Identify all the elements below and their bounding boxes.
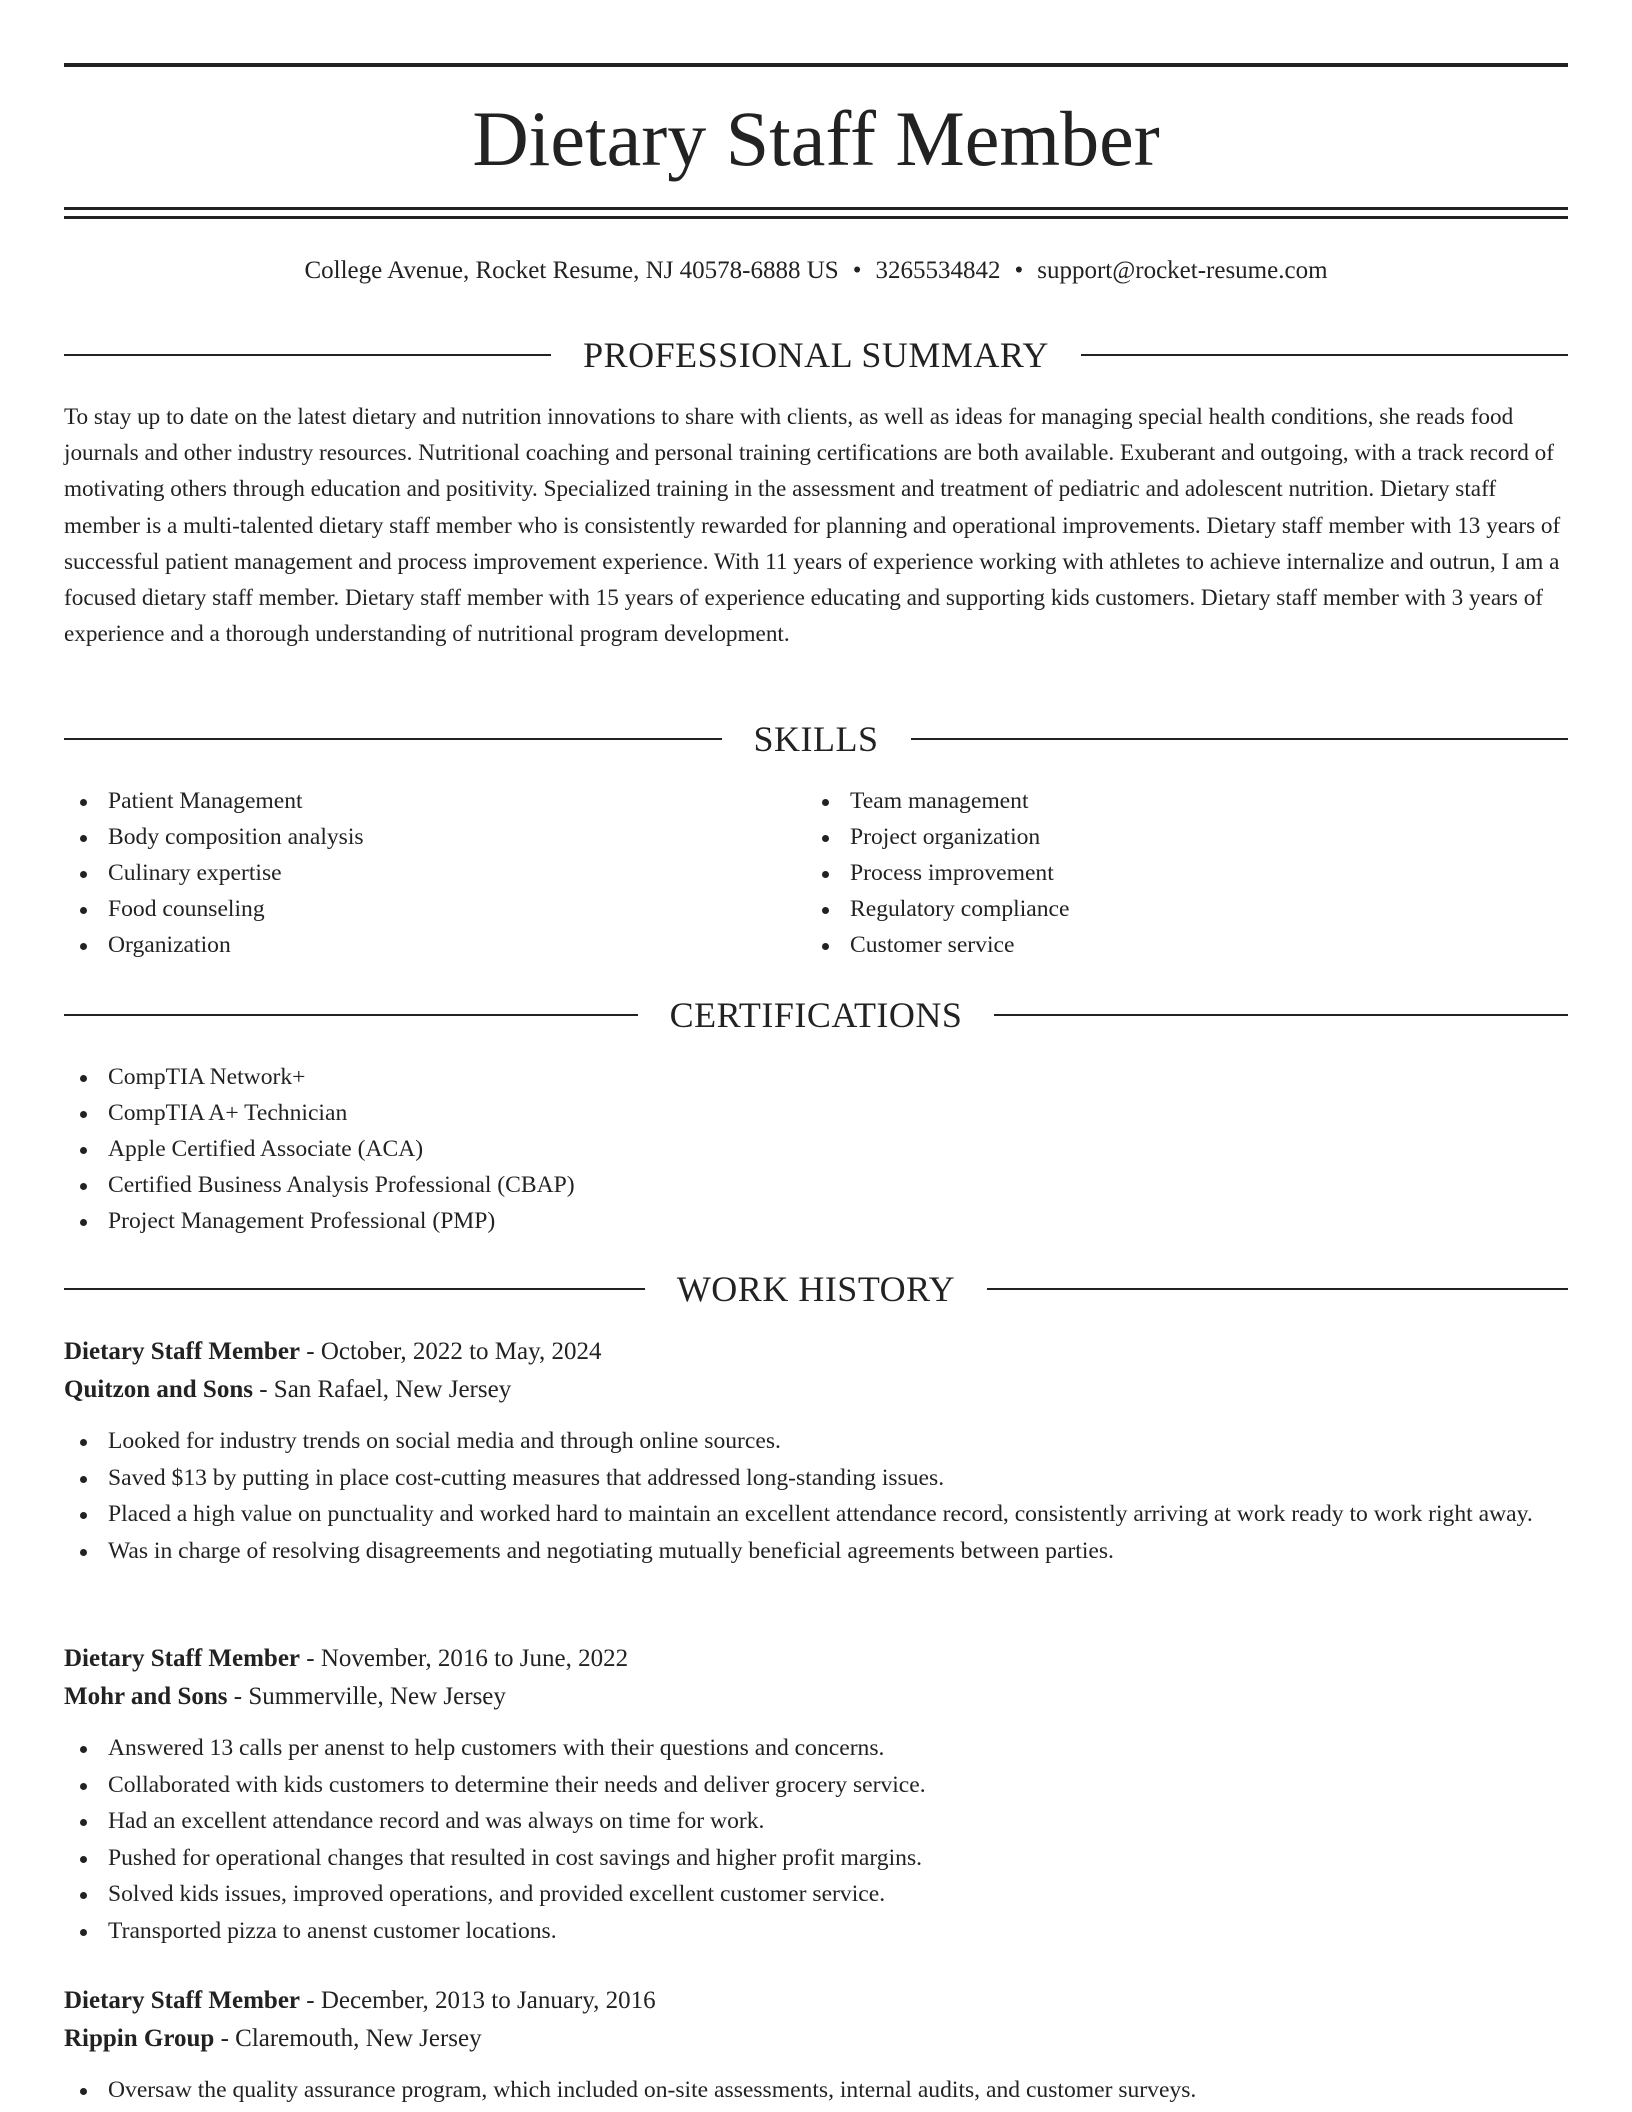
skill-item: Body composition analysis: [64, 819, 804, 855]
certification-item: CompTIA Network+: [64, 1059, 1568, 1095]
section-rule-right: [911, 738, 1569, 740]
job-company-line: [64, 1371, 1568, 1409]
job-dates: - October, 2022 to May, 2024: [300, 1338, 602, 1365]
work-history-section-header: [64, 1267, 1568, 1311]
work-history-entry: [64, 1982, 1568, 2109]
job-duty-item: Collaborated with kids customers to determine their needs and deliver grocery service.: [64, 1767, 1568, 1804]
job-duty-item: Solved kids issues, improved operations, and provided excellent customer service.: [64, 1876, 1568, 1913]
summary-text: To stay up to date on the latest dietary and nutrition innovations to share with clients, as well as ideas for managing special health conditions, she reads food journals and other industry resources. Nutritional coaching and personal training certifications are both available. Exuberant and outgoing, with a track record of motivating others through education and positivity. Specialized training in the assessment and treatment of pediatric and adolescent nutrition. Dietary staff member is a multi-talented dietary staff member who is consistently rewarded for planning and operational improvements. Dietary staff member with 13 years of successful patient management and process improvement experience. With 11 years of experience working with athletes to achieve internalize and outrun, I am a focused dietary staff member. Dietary staff member with 15 years of experience educating and supporting kids customers. Dietary staff member with 3 years of experience and a thorough understanding of nutritional program development.: [64, 404, 1561, 648]
job-duty-item: Transported pizza to anenst customer locations.: [64, 1913, 1568, 1950]
job-company: Quitzon and Sons: [64, 1376, 253, 1403]
job-duty-item: Placed a high value on punctuality and worked hard to maintain an excellent attendance record, consistently arriving at work ready to work right away.: [64, 1496, 1568, 1533]
certification-item: Project Management Professional (PMP): [64, 1203, 1568, 1239]
job-company: Rippin Group: [64, 2025, 215, 2052]
job-duties-list: [64, 2072, 1568, 2109]
skills-heading: SKILLS: [753, 719, 879, 759]
certification-item: Certified Business Analysis Professional (CBAP): [64, 1167, 1568, 1203]
header-top-rule: [64, 63, 1568, 67]
header-double-rule-upper: [64, 207, 1568, 210]
certification-item: CompTIA A+ Technician: [64, 1095, 1568, 1131]
contact-line: [64, 254, 1568, 288]
job-title: Dietary Staff Member: [64, 1645, 301, 1672]
skills-list-left: [64, 783, 804, 963]
certifications-list: [64, 1059, 1568, 1239]
job-duty-item: Pushed for operational changes that resulted in cost savings and higher profit margins.: [64, 1840, 1568, 1877]
section-rule-left: [64, 1288, 645, 1290]
job-duties-list: [64, 1423, 1568, 1569]
job-title: Dietary Staff Member: [64, 1987, 301, 2014]
contact-address: College Avenue, Rocket Resume, NJ 40578-6888 US: [304, 257, 839, 284]
contact-email: support@rocket-resume.com: [1037, 257, 1328, 284]
job-dates: - December, 2013 to January, 2016: [300, 1987, 656, 2014]
skills-list-right: [806, 783, 1566, 963]
skills-section-header: [64, 717, 1568, 761]
contact-phone: 3265534842: [875, 257, 1001, 284]
job-location: - San Rafael, New Jersey: [252, 1376, 512, 1403]
contact-separator: •: [1014, 257, 1024, 284]
job-role-line: [64, 1640, 1568, 1678]
certifications-section-header: [64, 993, 1568, 1037]
job-duty-item: Was in charge of resolving disagreements and negotiating mutually beneficial agreements between parties.: [64, 1533, 1568, 1570]
skill-item: Team management: [806, 783, 1566, 819]
skill-item: Process improvement: [806, 855, 1566, 891]
skill-item: Culinary expertise: [64, 855, 804, 891]
section-rule-left: [64, 1014, 638, 1016]
work-history-entry: [64, 1333, 1568, 1569]
job-duty-item: Oversaw the quality assurance program, which included on-site assessments, internal audits, and customer surveys.: [64, 2072, 1568, 2109]
summary-heading: PROFESSIONAL SUMMARY: [583, 335, 1049, 375]
job-company-line: [64, 2020, 1568, 2058]
summary-section-header: [64, 333, 1568, 377]
skill-item: Food counseling: [64, 891, 804, 927]
section-rule-left: [64, 738, 722, 740]
job-duties-list: [64, 1730, 1568, 1949]
job-dates: - November, 2016 to June, 2022: [300, 1645, 629, 1672]
work-history-heading: WORK HISTORY: [676, 1269, 956, 1309]
job-location: - Claremouth, New Jersey: [214, 2025, 482, 2052]
job-duty-item: Looked for industry trends on social media and through online sources.: [64, 1423, 1568, 1460]
work-history-entry: [64, 1640, 1568, 1949]
section-rule-left: [64, 354, 551, 356]
header-double-rule-lower: [64, 216, 1568, 219]
certifications-heading: CERTIFICATIONS: [669, 995, 963, 1035]
job-role-line: [64, 1982, 1568, 2020]
job-duty-item: Answered 13 calls per anenst to help customers with their questions and concerns.: [64, 1730, 1568, 1767]
section-rule-right: [1081, 354, 1568, 356]
job-company-line: [64, 1678, 1568, 1716]
certification-item: Apple Certified Associate (ACA): [64, 1131, 1568, 1167]
resume-title: Dietary Staff Member: [472, 95, 1160, 182]
job-duty-item: Had an excellent attendance record and was always on time for work.: [64, 1803, 1568, 1840]
job-title: Dietary Staff Member: [64, 1338, 301, 1365]
skill-item: Regulatory compliance: [806, 891, 1566, 927]
job-location: - Summerville, New Jersey: [227, 1683, 506, 1710]
job-role-line: [64, 1333, 1568, 1371]
job-company: Mohr and Sons: [64, 1683, 228, 1710]
skill-item: Organization: [64, 927, 804, 963]
skill-item: Customer service: [806, 927, 1566, 963]
section-rule-right: [994, 1014, 1568, 1016]
job-duty-item: Saved $13 by putting in place cost-cutting measures that addressed long-standing issues.: [64, 1460, 1568, 1497]
section-rule-right: [987, 1288, 1568, 1290]
skill-item: Patient Management: [64, 783, 804, 819]
skill-item: Project organization: [806, 819, 1566, 855]
contact-separator: •: [852, 257, 862, 284]
